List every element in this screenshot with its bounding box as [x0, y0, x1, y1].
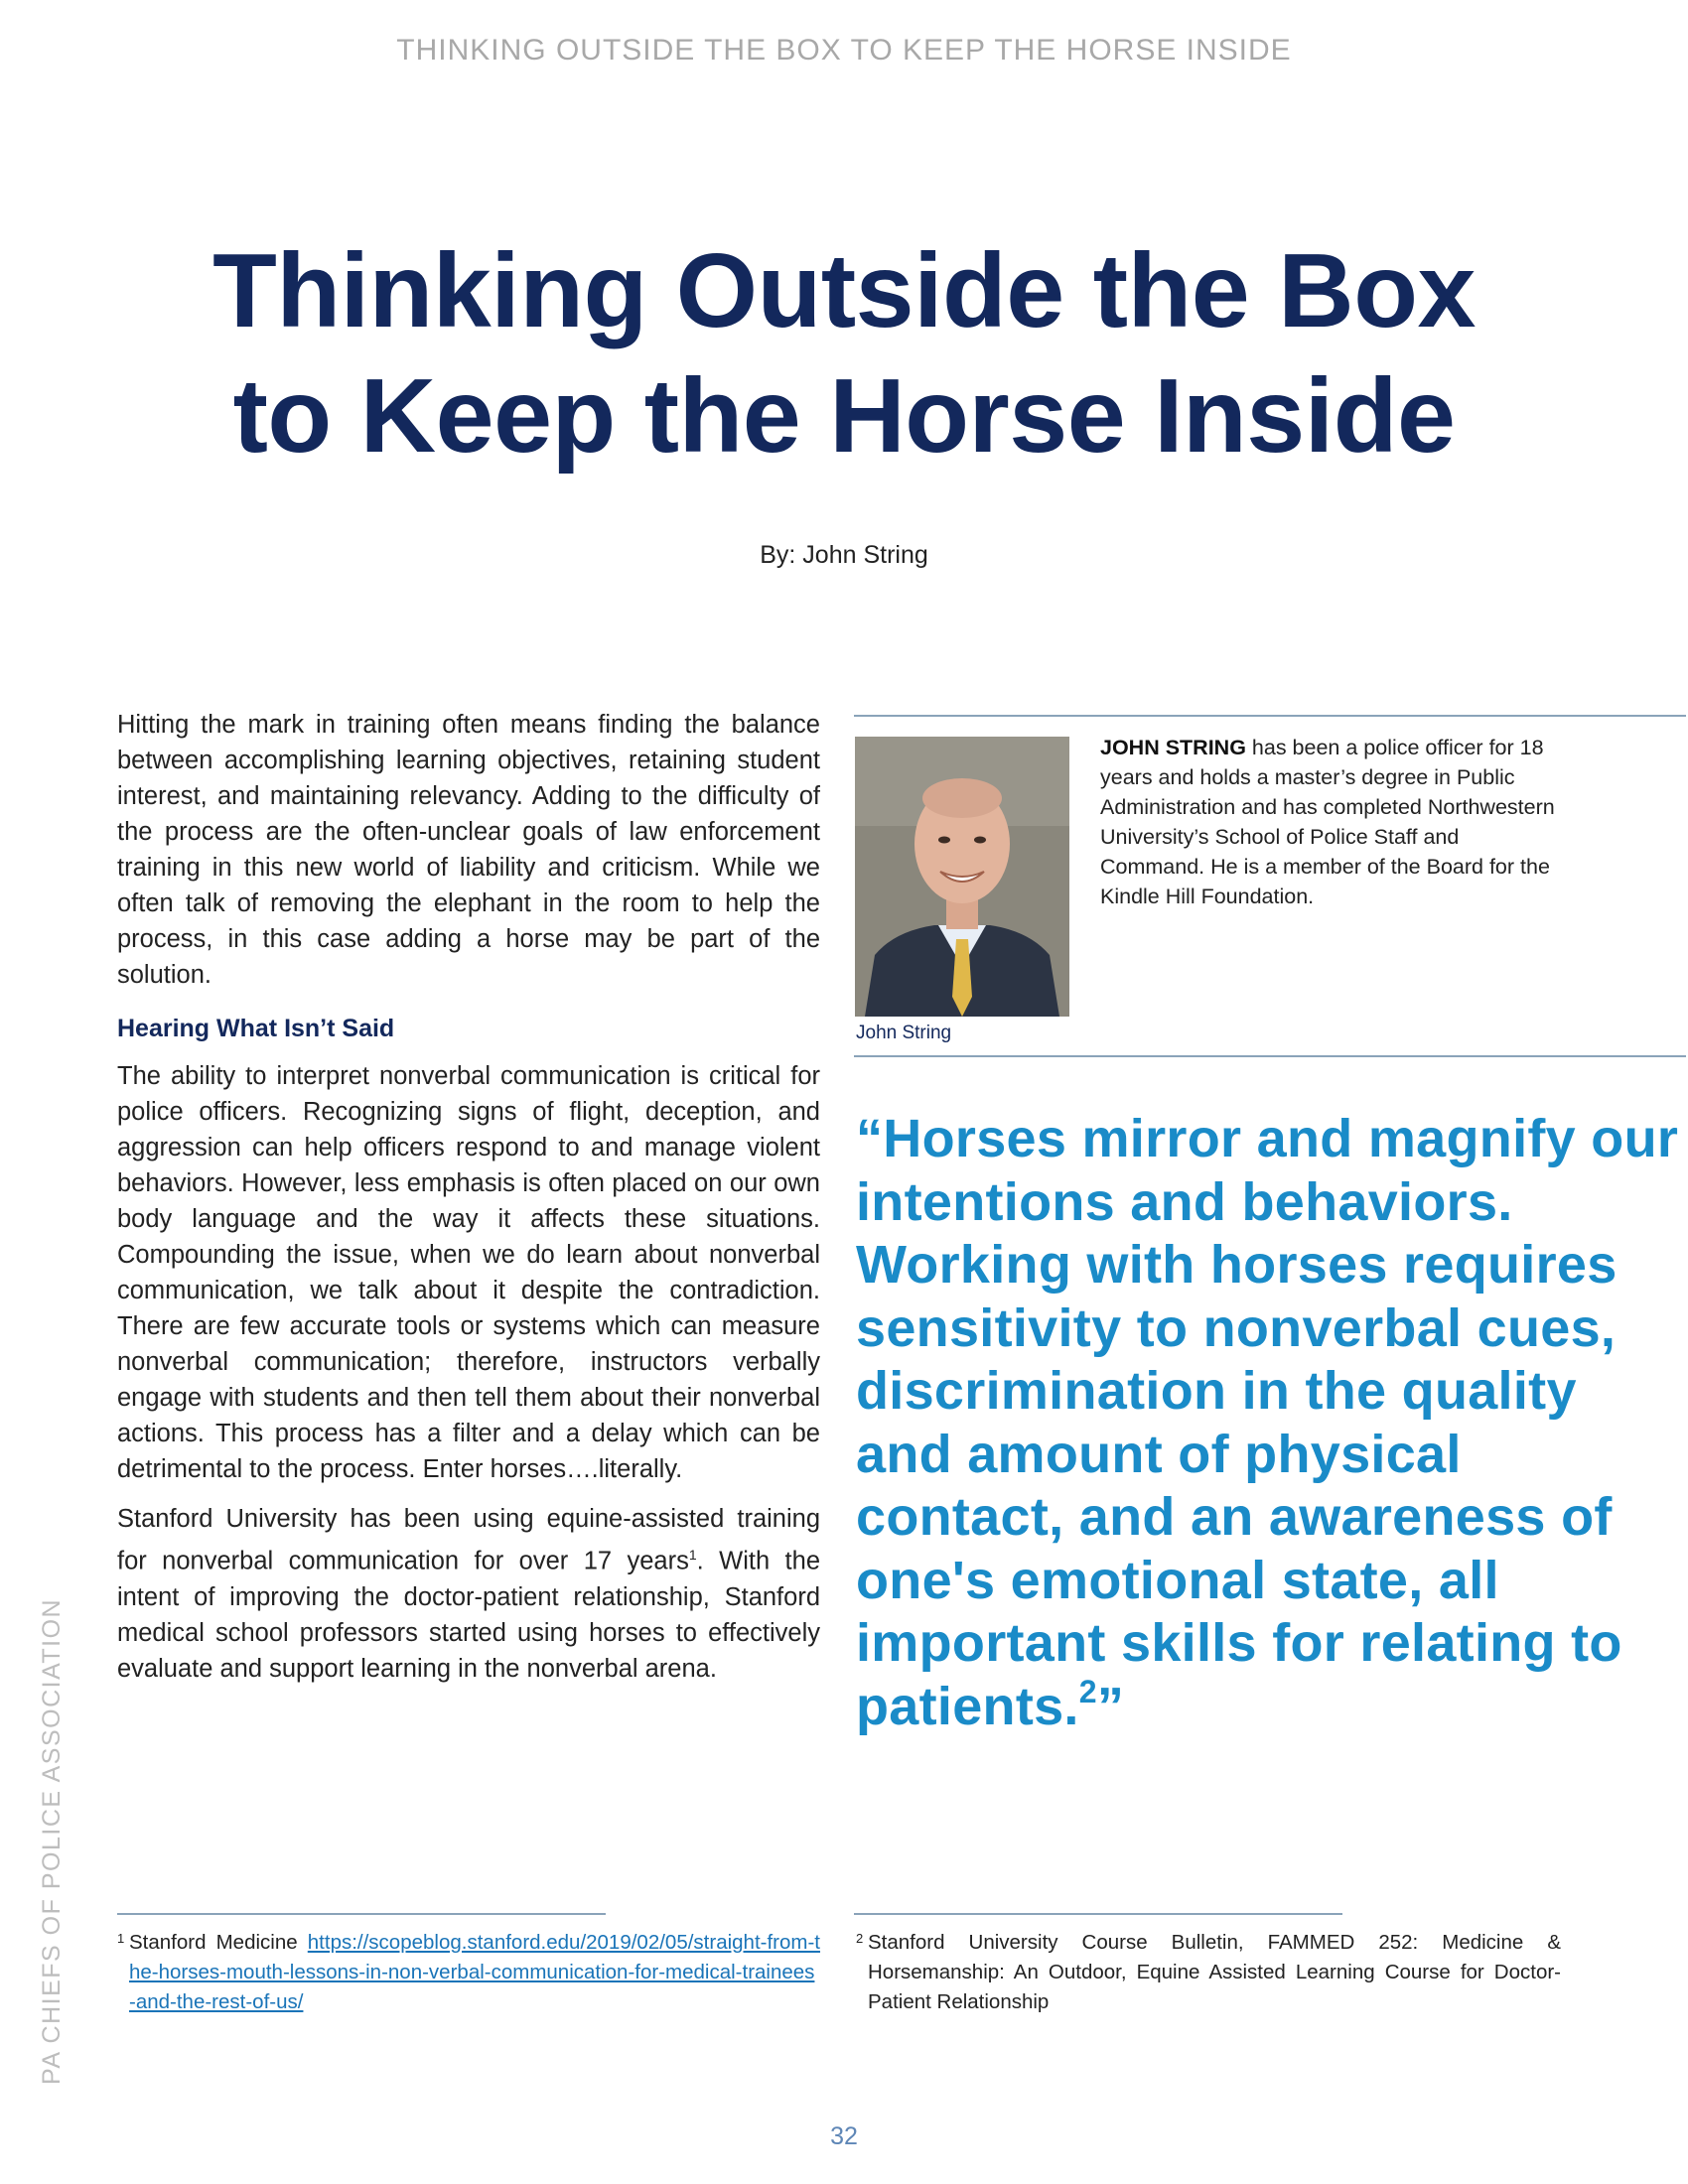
footnote-1-source: Stanford Medicine	[129, 1931, 298, 1954]
author-name: JOHN STRING	[1100, 736, 1246, 759]
author-photo	[855, 737, 1069, 1017]
article-body	[117, 707, 820, 1701]
footnote-1-link[interactable]: https://scopeblog.stanford.edu/2019/02/05/straight-from-the-horses-mouth-lessons-in-non-verbal-communication-for-medical-trainees-and-the-rest-of-us/	[129, 1931, 821, 2013]
footnote-rule-right	[854, 1913, 1342, 1915]
page-title	[0, 228, 1688, 478]
pull-quote-ref: 2	[1078, 1673, 1097, 1709]
pull-quote-close: ”	[1096, 1676, 1125, 1736]
footnote-2	[856, 1928, 1561, 2017]
bio-bottom-rule	[854, 1055, 1686, 1057]
title-line-1: Thinking Outside the Box	[212, 232, 1476, 349]
author-bio-text: has been a police officer for 18 years and holds a master’s degree in Public Administration and has completed Northwestern University’s School of Police Staff and Command. He is a member of the Board for the Kindle Hill Foundation.	[1100, 736, 1555, 908]
author-bio	[1100, 733, 1567, 911]
intro-paragraph: Hitting the mark in training often means finding the balance between accomplishing learning objectives, retaining student interest, and maintaining relevancy. Adding to the difficulty of the process are the often-unclear goals of law enforcement training in this new world of liability and criticism. While we often talk of removing the elephant in the room to help the process, in this case adding a horse may be part of the solution.	[117, 711, 820, 989]
footnote-1	[117, 1928, 820, 2017]
body-paragraph-2: The ability to interpret nonverbal communication is critical for police officers. Recognizing signs of flight, deception, and aggression can help officers respond to and manage violent behaviors. However, less emphasis is often placed on our own body language and the way it affects these situations. Compounding the issue, when we do learn about nonverbal communication, we talk about it despite the contradiction. There are few accurate tools or systems which can measure nonverbal communication; therefore, instructors verbally engage with students and then tell them about their nonverbal actions. This process has a filter and a delay which can be detrimental to the process. Enter horses….literally.	[117, 1062, 820, 1483]
footnote-1-number: 1	[117, 1931, 125, 1946]
pull-quote-text: “Horses mirror and magnify our intentions and behaviors. Working with horses requires sensitivity to nonverbal cues, discrimination in the quality and amount of physical contact, and an awareness of one's emotional state, all important skills for relating to patients.	[856, 1109, 1679, 1736]
footnote-2-text: Stanford University Course Bulletin, FAMMED 252: Medicine & Horsemanship: An Outdoor, Equine Assisted Learning Course for Doctor-Patient Relationship	[868, 1931, 1561, 2013]
bio-top-rule	[854, 715, 1686, 717]
section-heading: Hearing What Isn’t Said	[117, 1015, 395, 1042]
byline: By: John String	[760, 541, 928, 569]
para3-text-end: . With the intent of improving the doctor-patient relationship, Stanford medical school professors started using horses to effectively evaluate and support learning in the nonverbal arena.	[117, 1547, 821, 1683]
footnote-rule-left	[117, 1913, 606, 1915]
footnote-2-number: 2	[856, 1931, 864, 1946]
body-paragraph-3	[117, 1501, 820, 1687]
para3-text-start: Stanford University has been using equine-assisted training for nonverbal communication for over 17 years	[117, 1505, 820, 1575]
photo-caption: John String	[856, 1023, 952, 1043]
page-number: 32	[830, 2122, 858, 2150]
pull-quote	[856, 1108, 1680, 1738]
side-label: PA CHIEFS OF POLICE ASSOCIATION	[38, 1597, 66, 2085]
footnote-ref-1: 1	[688, 1547, 697, 1563]
running-header: THINKING OUTSIDE THE BOX TO KEEP THE HORSE INSIDE	[396, 34, 1292, 67]
author-portrait-illustration	[855, 737, 1069, 1017]
title-line-2: to Keep the Horse Inside	[232, 357, 1456, 475]
